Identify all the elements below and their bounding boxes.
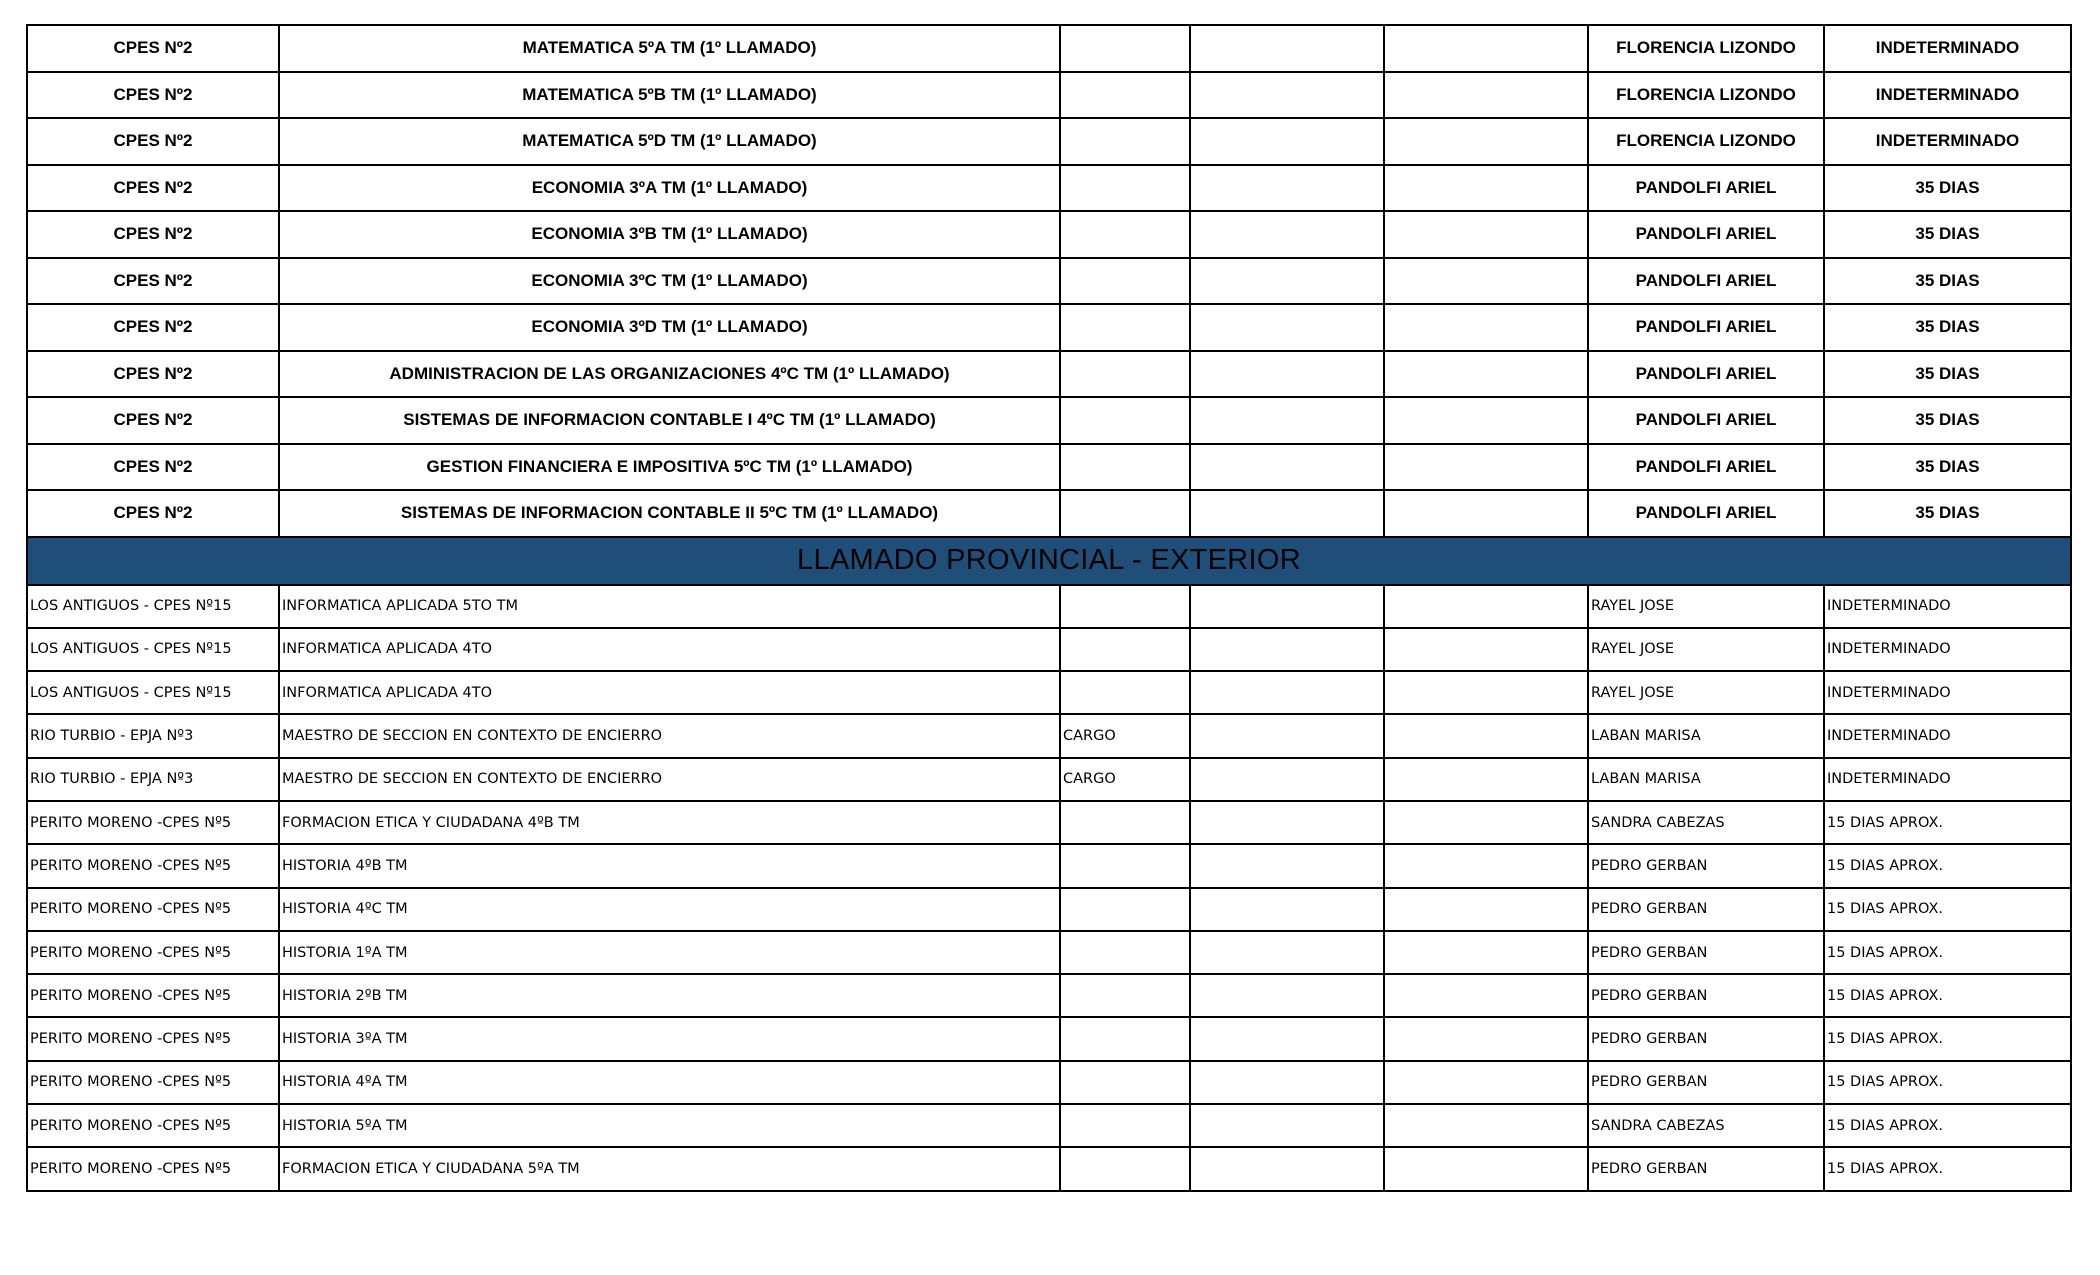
teacher-cell: RAYEL JOSE: [1588, 628, 1824, 671]
type-cell: CARGO: [1060, 758, 1190, 801]
table-row: [27, 72, 2071, 119]
school-cell: PERITO MORENO -CPES Nº5: [27, 1104, 279, 1147]
duration-cell: 15 DIAS APROX.: [1824, 1061, 2071, 1104]
blank-cell-2: [1384, 351, 1588, 398]
type-cell: [1060, 25, 1190, 72]
subject-cell: HISTORIA 4ºB TM: [279, 844, 1060, 887]
type-cell: CARGO: [1060, 714, 1190, 757]
teacher-cell: PEDRO GERBAN: [1588, 1147, 1824, 1190]
blank-cell-1: [1190, 1017, 1384, 1060]
blank-cell-2: [1384, 714, 1588, 757]
blank-cell-1: [1190, 397, 1384, 444]
subject-cell: SISTEMAS DE INFORMACION CONTABLE I 4ºC TM (1º LLAMADO): [279, 397, 1060, 444]
teacher-cell: RAYEL JOSE: [1588, 585, 1824, 628]
blank-cell-1: [1190, 801, 1384, 844]
type-cell: [1060, 888, 1190, 931]
vacancy-table: [26, 24, 2072, 1192]
table-row: [27, 118, 2071, 165]
duration-cell: INDETERMINADO: [1824, 758, 2071, 801]
school-cell: CPES Nº2: [27, 304, 279, 351]
table-row: [27, 25, 2071, 72]
duration-cell: 15 DIAS APROX.: [1824, 844, 2071, 887]
teacher-cell: LABAN MARISA: [1588, 714, 1824, 757]
type-cell: [1060, 397, 1190, 444]
subject-cell: HISTORIA 4ºA TM: [279, 1061, 1060, 1104]
school-cell: PERITO MORENO -CPES Nº5: [27, 931, 279, 974]
type-cell: [1060, 844, 1190, 887]
school-cell: PERITO MORENO -CPES Nº5: [27, 1061, 279, 1104]
type-cell: [1060, 974, 1190, 1017]
type-cell: [1060, 931, 1190, 974]
section-title: LLAMADO PROVINCIAL - EXTERIOR: [27, 537, 2071, 585]
blank-cell-1: [1190, 931, 1384, 974]
subject-cell: ECONOMIA 3ºC TM (1º LLAMADO): [279, 258, 1060, 305]
type-cell: [1060, 1061, 1190, 1104]
blank-cell-1: [1190, 671, 1384, 714]
blank-cell-2: [1384, 1104, 1588, 1147]
table-row: [27, 671, 2071, 714]
blank-cell-1: [1190, 585, 1384, 628]
type-cell: [1060, 628, 1190, 671]
duration-cell: 35 DIAS: [1824, 490, 2071, 537]
school-cell: PERITO MORENO -CPES Nº5: [27, 1017, 279, 1060]
school-cell: PERITO MORENO -CPES Nº5: [27, 1147, 279, 1190]
table-row: [27, 211, 2071, 258]
blank-cell-2: [1384, 490, 1588, 537]
table-row: [27, 304, 2071, 351]
blank-cell-2: [1384, 444, 1588, 491]
school-cell: CPES Nº2: [27, 397, 279, 444]
blank-cell-1: [1190, 1147, 1384, 1190]
school-cell: CPES Nº2: [27, 490, 279, 537]
blank-cell-2: [1384, 165, 1588, 212]
school-cell: LOS ANTIGUOS - CPES Nº15: [27, 671, 279, 714]
subject-cell: HISTORIA 3ºA TM: [279, 1017, 1060, 1060]
duration-cell: INDETERMINADO: [1824, 118, 2071, 165]
subject-cell: MATEMATICA 5ºD TM (1º LLAMADO): [279, 118, 1060, 165]
school-cell: CPES Nº2: [27, 211, 279, 258]
table-row: [27, 714, 2071, 757]
teacher-cell: PEDRO GERBAN: [1588, 844, 1824, 887]
table-row: [27, 1061, 2071, 1104]
blank-cell-2: [1384, 397, 1588, 444]
school-cell: CPES Nº2: [27, 72, 279, 119]
blank-cell-1: [1190, 444, 1384, 491]
subject-cell: HISTORIA 4ºC TM: [279, 888, 1060, 931]
table-row: [27, 801, 2071, 844]
type-cell: [1060, 585, 1190, 628]
blank-cell-2: [1384, 1061, 1588, 1104]
teacher-cell: PANDOLFI ARIEL: [1588, 351, 1824, 398]
type-cell: [1060, 444, 1190, 491]
teacher-cell: PANDOLFI ARIEL: [1588, 444, 1824, 491]
duration-cell: 15 DIAS APROX.: [1824, 1104, 2071, 1147]
blank-cell-2: [1384, 211, 1588, 258]
duration-cell: 35 DIAS: [1824, 211, 2071, 258]
blank-cell-2: [1384, 671, 1588, 714]
school-cell: LOS ANTIGUOS - CPES Nº15: [27, 585, 279, 628]
teacher-cell: PEDRO GERBAN: [1588, 931, 1824, 974]
duration-cell: 15 DIAS APROX.: [1824, 1147, 2071, 1190]
teacher-cell: PEDRO GERBAN: [1588, 974, 1824, 1017]
teacher-cell: PEDRO GERBAN: [1588, 1017, 1824, 1060]
subject-cell: ECONOMIA 3ºD TM (1º LLAMADO): [279, 304, 1060, 351]
school-cell: LOS ANTIGUOS - CPES Nº15: [27, 628, 279, 671]
table-body: [27, 25, 2071, 1191]
table-row: [27, 1147, 2071, 1190]
blank-cell-2: [1384, 304, 1588, 351]
duration-cell: INDETERMINADO: [1824, 714, 2071, 757]
subject-cell: FORMACION ETICA Y CIUDADANA 5ºA TM: [279, 1147, 1060, 1190]
school-cell: RIO TURBIO - EPJA Nº3: [27, 714, 279, 757]
duration-cell: INDETERMINADO: [1824, 628, 2071, 671]
table-row: [27, 974, 2071, 1017]
type-cell: [1060, 72, 1190, 119]
table-row: [27, 444, 2071, 491]
teacher-cell: LABAN MARISA: [1588, 758, 1824, 801]
subject-cell: GESTION FINANCIERA E IMPOSITIVA 5ºC TM (1º LLAMADO): [279, 444, 1060, 491]
teacher-cell: PEDRO GERBAN: [1588, 888, 1824, 931]
blank-cell-2: [1384, 118, 1588, 165]
subject-cell: HISTORIA 1ºA TM: [279, 931, 1060, 974]
subject-cell: HISTORIA 2ºB TM: [279, 974, 1060, 1017]
table-row: [27, 258, 2071, 305]
school-cell: CPES Nº2: [27, 258, 279, 305]
type-cell: [1060, 1147, 1190, 1190]
type-cell: [1060, 801, 1190, 844]
teacher-cell: RAYEL JOSE: [1588, 671, 1824, 714]
blank-cell-2: [1384, 931, 1588, 974]
teacher-cell: PANDOLFI ARIEL: [1588, 304, 1824, 351]
blank-cell-1: [1190, 211, 1384, 258]
teacher-cell: PEDRO GERBAN: [1588, 1061, 1824, 1104]
table-row: [27, 931, 2071, 974]
duration-cell: INDETERMINADO: [1824, 671, 2071, 714]
blank-cell-1: [1190, 304, 1384, 351]
blank-cell-2: [1384, 585, 1588, 628]
blank-cell-2: [1384, 974, 1588, 1017]
subject-cell: FORMACION ETICA Y CIUDADANA 4ºB TM: [279, 801, 1060, 844]
table-row: [27, 758, 2071, 801]
subject-cell: INFORMATICA APLICADA 4TO: [279, 628, 1060, 671]
teacher-cell: PANDOLFI ARIEL: [1588, 165, 1824, 212]
duration-cell: 15 DIAS APROX.: [1824, 1017, 2071, 1060]
teacher-cell: FLORENCIA LIZONDO: [1588, 118, 1824, 165]
blank-cell-1: [1190, 165, 1384, 212]
blank-cell-1: [1190, 844, 1384, 887]
section-header-row: [27, 537, 2071, 585]
type-cell: [1060, 1017, 1190, 1060]
blank-cell-2: [1384, 628, 1588, 671]
blank-cell-2: [1384, 844, 1588, 887]
blank-cell-2: [1384, 25, 1588, 72]
duration-cell: 35 DIAS: [1824, 397, 2071, 444]
blank-cell-1: [1190, 258, 1384, 305]
type-cell: [1060, 304, 1190, 351]
table-row: [27, 490, 2071, 537]
teacher-cell: FLORENCIA LIZONDO: [1588, 72, 1824, 119]
table-row: [27, 1104, 2071, 1147]
blank-cell-1: [1190, 118, 1384, 165]
teacher-cell: PANDOLFI ARIEL: [1588, 397, 1824, 444]
subject-cell: HISTORIA 5ºA TM: [279, 1104, 1060, 1147]
duration-cell: INDETERMINADO: [1824, 585, 2071, 628]
subject-cell: ECONOMIA 3ºB TM (1º LLAMADO): [279, 211, 1060, 258]
type-cell: [1060, 211, 1190, 258]
blank-cell-1: [1190, 25, 1384, 72]
blank-cell-2: [1384, 801, 1588, 844]
teacher-cell: FLORENCIA LIZONDO: [1588, 25, 1824, 72]
blank-cell-1: [1190, 490, 1384, 537]
type-cell: [1060, 671, 1190, 714]
subject-cell: ADMINISTRACION DE LAS ORGANIZACIONES 4ºC TM (1º LLAMADO): [279, 351, 1060, 398]
school-cell: CPES Nº2: [27, 351, 279, 398]
duration-cell: INDETERMINADO: [1824, 72, 2071, 119]
teacher-cell: SANDRA CABEZAS: [1588, 801, 1824, 844]
subject-cell: SISTEMAS DE INFORMACION CONTABLE II 5ºC TM (1º LLAMADO): [279, 490, 1060, 537]
blank-cell-2: [1384, 72, 1588, 119]
duration-cell: 35 DIAS: [1824, 165, 2071, 212]
duration-cell: 35 DIAS: [1824, 258, 2071, 305]
subject-cell: MATEMATICA 5ºA TM (1º LLAMADO): [279, 25, 1060, 72]
type-cell: [1060, 490, 1190, 537]
subject-cell: INFORMATICA APLICADA 4TO: [279, 671, 1060, 714]
type-cell: [1060, 1104, 1190, 1147]
duration-cell: 15 DIAS APROX.: [1824, 931, 2071, 974]
blank-cell-1: [1190, 351, 1384, 398]
school-cell: PERITO MORENO -CPES Nº5: [27, 844, 279, 887]
blank-cell-1: [1190, 974, 1384, 1017]
table-row: [27, 1017, 2071, 1060]
duration-cell: 15 DIAS APROX.: [1824, 801, 2071, 844]
blank-cell-2: [1384, 1147, 1588, 1190]
table-row: [27, 351, 2071, 398]
school-cell: CPES Nº2: [27, 444, 279, 491]
blank-cell-1: [1190, 72, 1384, 119]
table-row: [27, 844, 2071, 887]
school-cell: CPES Nº2: [27, 165, 279, 212]
school-cell: CPES Nº2: [27, 25, 279, 72]
blank-cell-2: [1384, 758, 1588, 801]
teacher-cell: PANDOLFI ARIEL: [1588, 490, 1824, 537]
table-row: [27, 165, 2071, 212]
duration-cell: 35 DIAS: [1824, 304, 2071, 351]
blank-cell-1: [1190, 888, 1384, 931]
school-cell: RIO TURBIO - EPJA Nº3: [27, 758, 279, 801]
teacher-cell: SANDRA CABEZAS: [1588, 1104, 1824, 1147]
subject-cell: ECONOMIA 3ºA TM (1º LLAMADO): [279, 165, 1060, 212]
blank-cell-1: [1190, 714, 1384, 757]
teacher-cell: PANDOLFI ARIEL: [1588, 211, 1824, 258]
duration-cell: 15 DIAS APROX.: [1824, 974, 2071, 1017]
table-row: [27, 397, 2071, 444]
duration-cell: 15 DIAS APROX.: [1824, 888, 2071, 931]
table-row: [27, 888, 2071, 931]
type-cell: [1060, 118, 1190, 165]
subject-cell: MATEMATICA 5ºB TM (1º LLAMADO): [279, 72, 1060, 119]
duration-cell: 35 DIAS: [1824, 444, 2071, 491]
blank-cell-2: [1384, 888, 1588, 931]
duration-cell: INDETERMINADO: [1824, 25, 2071, 72]
table-row: [27, 585, 2071, 628]
table-row: [27, 628, 2071, 671]
subject-cell: MAESTRO DE SECCION EN CONTEXTO DE ENCIERRO: [279, 714, 1060, 757]
teacher-cell: PANDOLFI ARIEL: [1588, 258, 1824, 305]
school-cell: PERITO MORENO -CPES Nº5: [27, 974, 279, 1017]
blank-cell-1: [1190, 1104, 1384, 1147]
blank-cell-1: [1190, 1061, 1384, 1104]
subject-cell: INFORMATICA APLICADA 5TO TM: [279, 585, 1060, 628]
school-cell: PERITO MORENO -CPES Nº5: [27, 888, 279, 931]
subject-cell: MAESTRO DE SECCION EN CONTEXTO DE ENCIERRO: [279, 758, 1060, 801]
type-cell: [1060, 351, 1190, 398]
blank-cell-2: [1384, 258, 1588, 305]
blank-cell-1: [1190, 628, 1384, 671]
school-cell: PERITO MORENO -CPES Nº5: [27, 801, 279, 844]
duration-cell: 35 DIAS: [1824, 351, 2071, 398]
school-cell: CPES Nº2: [27, 118, 279, 165]
type-cell: [1060, 258, 1190, 305]
type-cell: [1060, 165, 1190, 212]
blank-cell-2: [1384, 1017, 1588, 1060]
blank-cell-1: [1190, 758, 1384, 801]
